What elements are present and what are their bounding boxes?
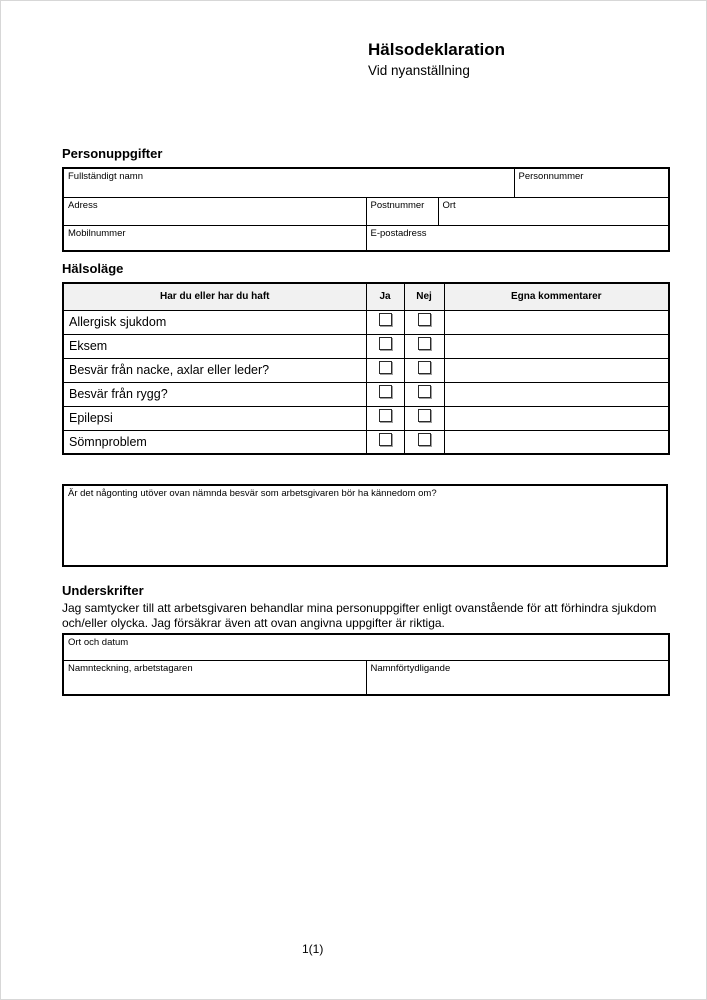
ja-cell xyxy=(366,310,404,334)
question-label: Allergisk sjukdom xyxy=(63,310,366,334)
form-subtitle: Vid nyanställning xyxy=(368,63,470,78)
email-label: E-postadress xyxy=(370,227,427,239)
checkbox-nej[interactable] xyxy=(418,337,431,350)
question-label: Epilepsi xyxy=(63,406,366,430)
ja-cell xyxy=(366,430,404,454)
ja-cell xyxy=(366,382,404,406)
question-label: Eksem xyxy=(63,334,366,358)
checkbox-ja[interactable] xyxy=(379,361,392,374)
checkbox-ja[interactable] xyxy=(379,433,392,446)
place-date-field[interactable] xyxy=(63,634,669,660)
personal-number-label: Personnummer xyxy=(518,171,584,182)
signature-label: Namnteckning, arbetstagaren xyxy=(68,662,193,674)
checkbox-nej[interactable] xyxy=(418,433,431,446)
comment-cell[interactable] xyxy=(444,358,669,382)
table-row xyxy=(63,382,669,406)
table-row xyxy=(63,406,669,430)
personal-number-field[interactable] xyxy=(514,168,669,197)
page-number: 1(1) xyxy=(302,942,324,956)
table-row xyxy=(63,430,669,454)
name-clarification-label: Namnförtydligande xyxy=(370,662,451,674)
checkbox-ja[interactable] xyxy=(379,385,392,398)
section-heading-personuppgifter: Personuppgifter xyxy=(62,146,163,161)
email-field[interactable] xyxy=(366,225,669,251)
name-clarification-field[interactable] xyxy=(366,660,669,695)
ja-cell xyxy=(366,358,404,382)
nej-cell xyxy=(404,358,444,382)
question-label: Sömnproblem xyxy=(63,430,366,454)
address-field[interactable] xyxy=(63,197,366,225)
nej-cell xyxy=(404,334,444,358)
checkbox-ja[interactable] xyxy=(379,337,392,350)
nej-cell xyxy=(404,406,444,430)
full-name-field[interactable] xyxy=(63,168,514,197)
consent-text: Jag samtycker till att arbetsgivaren behandlar mina personuppgifter enligt ovanstående för att förhindra sjukdom och/eller olycka. Jag försäkrar även att ovan angivna uppgifter är riktiga. xyxy=(62,601,657,630)
question-label: Besvär från nacke, axlar eller leder? xyxy=(63,358,366,382)
comment-cell[interactable] xyxy=(444,334,669,358)
mobile-label: Mobilnummer xyxy=(68,227,126,239)
mobile-field[interactable] xyxy=(63,225,366,251)
checkbox-ja[interactable] xyxy=(379,313,392,326)
nej-cell xyxy=(404,430,444,454)
signature-table xyxy=(62,633,670,696)
nej-cell xyxy=(404,310,444,334)
checkbox-nej[interactable] xyxy=(418,385,431,398)
comment-cell[interactable] xyxy=(444,406,669,430)
column-header-ja: Ja xyxy=(366,283,404,310)
personal-info-table xyxy=(62,167,670,252)
place-date-label: Ort och datum xyxy=(68,637,129,648)
form-title: Hälsodeklaration xyxy=(368,40,505,59)
checkbox-nej[interactable] xyxy=(418,409,431,422)
health-table xyxy=(62,282,670,455)
nej-cell xyxy=(404,382,444,406)
checkbox-nej[interactable] xyxy=(418,361,431,374)
checkbox-ja[interactable] xyxy=(379,409,392,422)
column-header-question: Har du eller har du haft xyxy=(63,283,366,310)
city-label: Ort xyxy=(442,199,456,211)
full-name-label: Fullständigt namn xyxy=(68,171,143,182)
column-header-comments: Egna kommentarer xyxy=(444,283,669,310)
additional-info-label: Är det någonting utöver ovan nämnda besvär som arbetsgivaren bör ha kännedom om? xyxy=(68,488,437,499)
column-header-nej: Nej xyxy=(404,283,444,310)
ja-cell xyxy=(366,334,404,358)
additional-info-box[interactable] xyxy=(62,484,668,567)
comment-cell[interactable] xyxy=(444,382,669,406)
title-block xyxy=(368,40,505,79)
postal-code-field[interactable] xyxy=(366,197,438,225)
address-label: Adress xyxy=(68,199,98,211)
postal-code-label: Postnummer xyxy=(370,199,425,211)
table-row xyxy=(63,358,669,382)
health-table-header-row xyxy=(63,283,669,310)
city-field[interactable] xyxy=(438,197,669,225)
section-heading-halsolage: Hälsoläge xyxy=(62,261,124,276)
question-label: Besvär från rygg? xyxy=(63,382,366,406)
table-row xyxy=(63,334,669,358)
checkbox-nej[interactable] xyxy=(418,313,431,326)
ja-cell xyxy=(366,406,404,430)
comment-cell[interactable] xyxy=(444,310,669,334)
signature-field[interactable] xyxy=(63,660,366,695)
comment-cell[interactable] xyxy=(444,430,669,454)
section-heading-underskrifter: Underskrifter xyxy=(62,583,144,598)
table-row xyxy=(63,310,669,334)
